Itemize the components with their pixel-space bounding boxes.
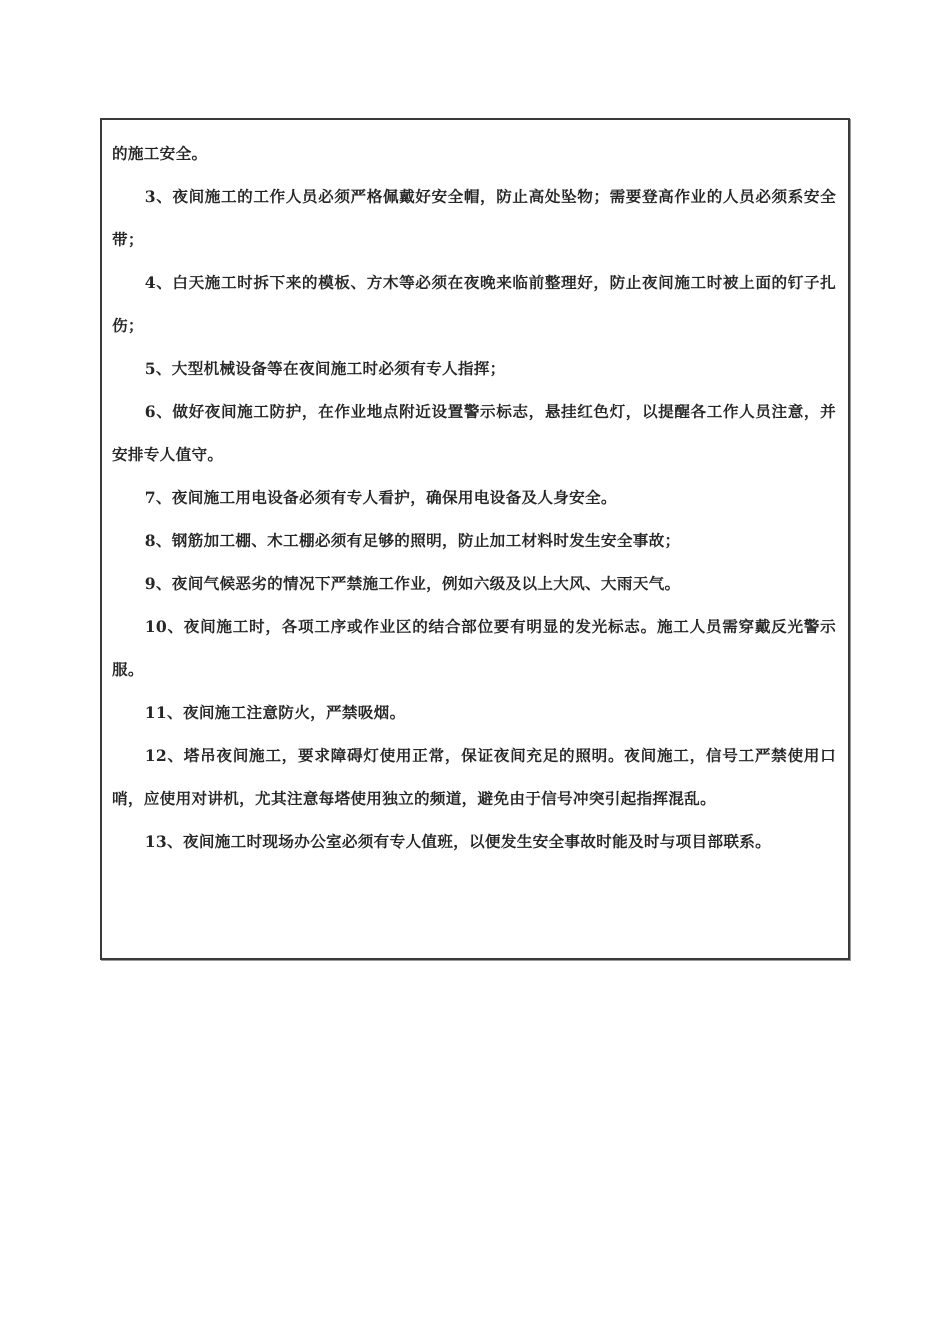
paragraph-item-3: 3、夜间施工的工作人员必须严格佩戴好安全帽，防止高处坠物；需要登高作业的人员必须系安全带； <box>112 187 836 249</box>
paragraph-item-4: 4、白天施工时拆下来的模板、方木等必须在夜晚来临前整理好，防止夜间施工时被上面的钉子扎伤； <box>112 273 836 335</box>
document-frame <box>100 118 850 960</box>
paragraph-item-13: 13、夜间施工时现场办公室必须有专人值班，以便发生安全事故时能及时与项目部联系。 <box>144 832 772 851</box>
paragraph-item-11: 11、夜间施工注意防火，严禁吸烟。 <box>144 703 406 722</box>
paragraph-item-7: 7、夜间施工用电设备必须有专人看护，确保用电设备及人身安全。 <box>144 488 617 507</box>
paragraph-item-10: 10、夜间施工时，各项工序或作业区的结合部位要有明显的发光标志。施工人员需穿戴反光警示服。 <box>112 617 836 679</box>
paragraph-item-8: 8、钢筋加工棚、木工棚必须有足够的照明，防止加工材料时发生安全事故； <box>144 531 681 550</box>
paragraph-item-5: 5、大型机械设备等在夜间施工时必须有专人指挥； <box>144 359 506 378</box>
paragraph-item-6: 6、做好夜间施工防护，在作业地点附近设置警示标志，悬挂红色灯，以提醒各工作人员注意，并安排专人值守。 <box>112 402 836 464</box>
paragraph-item-9: 9、夜间气候恶劣的情况下严禁施工作业，例如六级及以上大风、大雨天气。 <box>144 574 681 593</box>
paragraph-continuation: 的施工安全。 <box>112 144 208 163</box>
document-body <box>102 120 848 958</box>
paragraph-item-12: 12、塔吊夜间施工，要求障碍灯使用正常，保证夜间充足的照明。夜间施工，信号工严禁使用口哨，应使用对讲机，尤其注意每塔使用独立的频道，避免由于信号冲突引起指挥混乱。 <box>112 746 836 808</box>
